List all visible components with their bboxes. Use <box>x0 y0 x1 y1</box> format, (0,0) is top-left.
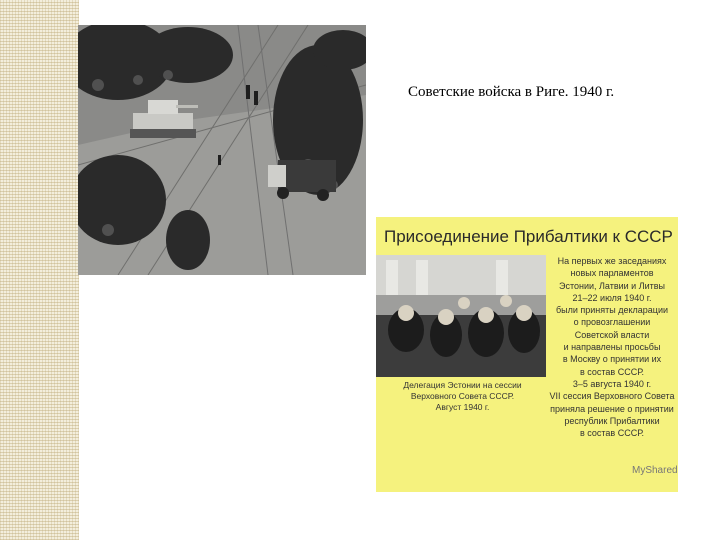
body-line: На первых же заседаниях <box>557 256 667 266</box>
body-line: были приняты декларации <box>555 305 669 316</box>
photo-caption: Советские войска в Риге. 1940 г. <box>408 84 615 100</box>
body-line: в состав СССР. <box>580 428 644 439</box>
photo-estonian-delegation <box>376 255 546 377</box>
body-line: республик Прибалтики <box>564 415 660 426</box>
body-line: новых парламентов <box>570 268 654 279</box>
body-line: 3–5 августа 1940 г. <box>572 378 652 389</box>
photo-soviet-troops-riga <box>78 25 366 275</box>
body-line: Советской власти <box>574 329 650 340</box>
body-line: 21–22 июля 1940 г. <box>572 292 652 303</box>
body-line: и направлены просьбы <box>563 342 661 353</box>
slide-body-text <box>548 255 676 439</box>
delegation-caption-line: Делегация Эстонии на сессии <box>403 380 522 390</box>
body-line: в Москву о принятии их <box>562 354 662 365</box>
body-line: VII сессия Верховного Совета <box>549 391 675 402</box>
delegation-caption-line: Верховного Совета СССР. <box>410 391 515 401</box>
body-line: Эстонии, Латвии и Литвы <box>558 280 666 291</box>
body-line: о провозглашении <box>573 317 651 328</box>
body-line: приняла решение о принятии <box>550 403 674 414</box>
delegation-photo-caption <box>380 380 545 413</box>
decorative-side-band <box>0 0 79 540</box>
watermark: MyShared <box>632 465 678 476</box>
delegation-caption-line: Август 1940 г. <box>435 402 490 412</box>
slide-title: Присоединение Прибалтики к СССР <box>384 227 673 246</box>
slide-baltic-annexation <box>376 217 678 492</box>
body-line: в состав СССР. <box>580 366 644 377</box>
